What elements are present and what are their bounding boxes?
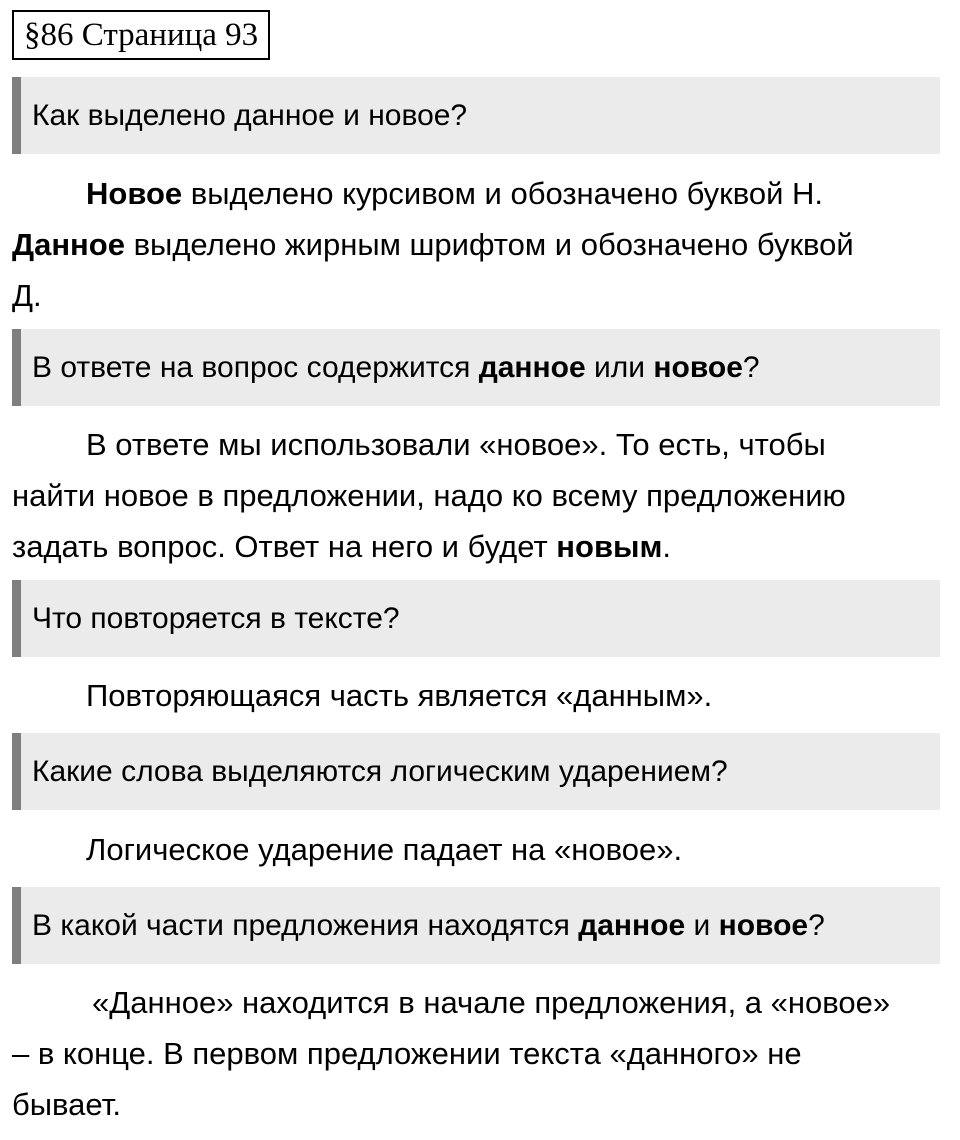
question-5-bold-new: новое (718, 909, 809, 942)
answer-block-5 (12, 977, 942, 1130)
question-2-part-3: ? (742, 351, 760, 384)
page-header-box: §86 Страница 93 (12, 10, 270, 60)
answer-1-line-2 (12, 219, 942, 270)
answer-block-4 (12, 824, 942, 875)
question-5-part-3: ? (808, 909, 825, 942)
question-text-1: Как выделено данное и новое? (32, 99, 468, 132)
question-2-part-1: В ответе на вопрос содержится (32, 351, 479, 384)
answer-4-line-1: Логическое ударение падает на «новое». (86, 832, 683, 867)
answer-5-line-3: бывает. (12, 1087, 121, 1122)
question-box-3 (12, 580, 940, 657)
question-2-bold-new: новое (653, 351, 743, 384)
answer-1-bold-given: Данное (12, 227, 125, 262)
question-5-bold-given: данное (578, 909, 686, 942)
question-text-4: Какие слова выделяются логическим ударением? (32, 755, 728, 788)
answer-block-1 (12, 168, 942, 321)
answer-1-line-2-rest: выделено жирным шрифтом и обозначено буквой (124, 227, 854, 262)
question-5-part-1: В какой части предложения находятся (32, 909, 579, 942)
answer-1-line-1 (12, 168, 942, 219)
answer-1-line-1-rest: выделено курсивом и обозначено буквой Н. (182, 176, 824, 211)
answer-2-bold-newest: новым (556, 529, 663, 564)
answer-2-line-3-start: задать вопрос. Ответ на него и будет (12, 529, 557, 564)
answer-1-bold-new: Новое (86, 176, 183, 211)
answer-3-line-1: Повторяющаяся часть является «данным». (86, 678, 713, 713)
question-2-bold-given: данное (478, 351, 586, 384)
question-box-4 (12, 733, 940, 810)
answer-2-line-1: В ответе мы использовали «новое». То есть, чтобы (86, 427, 826, 462)
answer-block-3 (12, 670, 942, 721)
answer-1-line-3: Д. (12, 278, 42, 313)
question-box-2 (12, 329, 940, 406)
answer-2-line-3-end: . (662, 529, 672, 564)
answer-5-line-2: – в конце. В первом предложении текста «данного» не (12, 1036, 802, 1071)
answer-block-2 (12, 419, 942, 572)
question-2-part-2: или (585, 351, 654, 384)
question-text-3: Что повторяется в тексте? (32, 602, 400, 635)
answer-5-line-1: «Данное» находится в начале предложения, а «новое» (92, 985, 891, 1020)
answer-2-line-2: найти новое в предложении, надо ко всему предложению (12, 478, 846, 513)
question-box-1 (12, 77, 940, 154)
answer-2-line-3 (12, 521, 942, 572)
question-5-part-2: и (685, 909, 719, 942)
question-box-5 (12, 887, 940, 964)
